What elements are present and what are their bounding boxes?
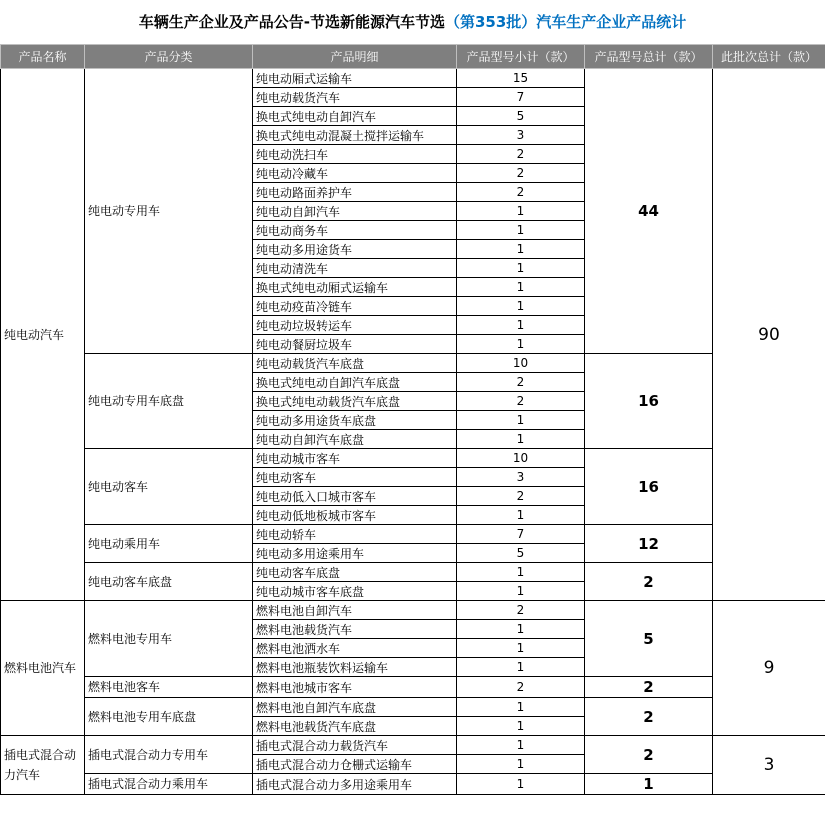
header-product-detail: 产品明细 (253, 45, 457, 69)
model-subtotal-cell: 1 (457, 639, 585, 658)
product-detail-cell: 纯电动多用途乘用车 (253, 544, 457, 563)
header-model-total: 产品型号总计（款） (585, 45, 713, 69)
batch-total-cell: 3 (713, 736, 825, 795)
product-detail-cell: 纯电动商务车 (253, 221, 457, 240)
model-subtotal-cell: 2 (457, 183, 585, 202)
table-row (1, 601, 825, 620)
model-subtotal-cell: 1 (457, 698, 585, 717)
product-category-cell: 纯电动乘用车 (85, 525, 253, 563)
table-row (1, 525, 825, 544)
model-subtotal-cell: 1 (457, 221, 585, 240)
model-subtotal-cell: 1 (457, 430, 585, 449)
model-total-cell: 16 (585, 354, 713, 449)
model-subtotal-cell: 7 (457, 88, 585, 107)
product-detail-cell: 纯电动路面养护车 (253, 183, 457, 202)
model-subtotal-cell: 1 (457, 563, 585, 582)
title-highlight: （第353批）汽车生产企业产品统计 (444, 13, 687, 31)
model-subtotal-cell: 1 (457, 240, 585, 259)
product-category-cell: 燃料电池专用车 (85, 601, 253, 677)
product-detail-cell: 燃料电池自卸汽车底盘 (253, 698, 457, 717)
product-detail-cell: 纯电动多用途货车底盘 (253, 411, 457, 430)
model-total-cell: 5 (585, 601, 713, 677)
product-category-cell: 燃料电池专用车底盘 (85, 698, 253, 736)
product-detail-cell: 纯电动客车底盘 (253, 563, 457, 582)
model-subtotal-cell: 1 (457, 658, 585, 677)
product-detail-cell: 燃料电池载货汽车 (253, 620, 457, 639)
title-main: 车辆生产企业及产品公告-节选新能源汽车节选 (138, 13, 445, 31)
model-subtotal-cell: 2 (457, 677, 585, 698)
product-detail-cell: 纯电动餐厨垃圾车 (253, 335, 457, 354)
header-row (1, 45, 825, 69)
product-detail-cell: 纯电动厢式运输车 (253, 69, 457, 88)
product-detail-cell: 燃料电池瓶装饮料运输车 (253, 658, 457, 677)
model-total-cell: 16 (585, 449, 713, 525)
table-row (1, 698, 825, 717)
model-subtotal-cell: 1 (457, 755, 585, 774)
model-subtotal-cell: 7 (457, 525, 585, 544)
product-category-cell: 纯电动专用车 (85, 69, 253, 354)
model-subtotal-cell: 15 (457, 69, 585, 88)
batch-total-cell: 90 (713, 69, 825, 601)
model-subtotal-cell: 5 (457, 544, 585, 563)
model-total-cell: 1 (585, 774, 713, 795)
model-subtotal-cell: 1 (457, 278, 585, 297)
model-total-cell: 2 (585, 698, 713, 736)
product-detail-cell: 纯电动垃圾转运车 (253, 316, 457, 335)
table-row (1, 774, 825, 795)
model-subtotal-cell: 2 (457, 145, 585, 164)
product-category-cell: 插电式混合动力乘用车 (85, 774, 253, 795)
product-detail-cell: 燃料电池载货汽车底盘 (253, 717, 457, 736)
product-category-cell: 燃料电池客车 (85, 677, 253, 698)
product-name-cell: 纯电动汽车 (1, 69, 85, 601)
model-subtotal-cell: 2 (457, 601, 585, 620)
model-subtotal-cell: 5 (457, 107, 585, 126)
model-subtotal-cell: 2 (457, 487, 585, 506)
product-category-cell: 纯电动客车底盘 (85, 563, 253, 601)
product-detail-cell: 纯电动城市客车底盘 (253, 582, 457, 601)
page-title (0, 0, 825, 44)
product-detail-cell: 换电式纯电动自卸汽车 (253, 107, 457, 126)
product-detail-cell: 燃料电池洒水车 (253, 639, 457, 658)
model-subtotal-cell: 1 (457, 736, 585, 755)
table-row (1, 563, 825, 582)
model-total-cell: 12 (585, 525, 713, 563)
header-batch-total: 此批次总计（款） (713, 45, 825, 69)
product-detail-cell: 纯电动清洗车 (253, 259, 457, 278)
product-detail-cell: 插电式混合动力多用途乘用车 (253, 774, 457, 795)
product-detail-cell: 纯电动多用途货车 (253, 240, 457, 259)
product-detail-cell: 纯电动自卸汽车 (253, 202, 457, 221)
model-subtotal-cell: 3 (457, 126, 585, 145)
model-total-cell: 2 (585, 736, 713, 774)
model-subtotal-cell: 1 (457, 582, 585, 601)
product-detail-cell: 燃料电池城市客车 (253, 677, 457, 698)
model-subtotal-cell: 10 (457, 354, 585, 373)
product-detail-cell: 换电式纯电动载货汽车底盘 (253, 392, 457, 411)
model-subtotal-cell: 1 (457, 717, 585, 736)
product-detail-cell: 纯电动低地板城市客车 (253, 506, 457, 525)
table-row (1, 677, 825, 698)
product-category-cell: 纯电动客车 (85, 449, 253, 525)
model-subtotal-cell: 2 (457, 164, 585, 183)
model-subtotal-cell: 1 (457, 202, 585, 221)
product-stats-table (0, 44, 825, 795)
product-detail-cell: 插电式混合动力载货汽车 (253, 736, 457, 755)
header-product-name: 产品名称 (1, 45, 85, 69)
table-body (1, 69, 825, 795)
table-row (1, 354, 825, 373)
model-subtotal-cell: 1 (457, 620, 585, 639)
table-row (1, 69, 825, 88)
model-subtotal-cell: 1 (457, 316, 585, 335)
model-subtotal-cell: 1 (457, 297, 585, 316)
product-detail-cell: 纯电动载货汽车 (253, 88, 457, 107)
product-category-cell: 纯电动专用车底盘 (85, 354, 253, 449)
product-detail-cell: 纯电动低入口城市客车 (253, 487, 457, 506)
model-subtotal-cell: 1 (457, 774, 585, 795)
model-total-cell: 2 (585, 677, 713, 698)
product-detail-cell: 纯电动自卸汽车底盘 (253, 430, 457, 449)
product-detail-cell: 纯电动洗扫车 (253, 145, 457, 164)
product-name-cell: 燃料电池汽车 (1, 601, 85, 736)
model-total-cell: 44 (585, 69, 713, 354)
product-detail-cell: 插电式混合动力仓栅式运输车 (253, 755, 457, 774)
model-subtotal-cell: 10 (457, 449, 585, 468)
product-detail-cell: 换电式纯电动厢式运输车 (253, 278, 457, 297)
table-row (1, 736, 825, 755)
batch-total-cell: 9 (713, 601, 825, 736)
product-category-cell: 插电式混合动力专用车 (85, 736, 253, 774)
model-subtotal-cell: 2 (457, 373, 585, 392)
product-detail-cell: 换电式纯电动混凝土搅拌运输车 (253, 126, 457, 145)
model-subtotal-cell: 2 (457, 392, 585, 411)
table-row (1, 449, 825, 468)
header-product-category: 产品分类 (85, 45, 253, 69)
product-detail-cell: 纯电动轿车 (253, 525, 457, 544)
product-detail-cell: 纯电动城市客车 (253, 449, 457, 468)
product-name-cell: 插电式混合动力汽车 (1, 736, 85, 795)
model-subtotal-cell: 3 (457, 468, 585, 487)
product-detail-cell: 纯电动载货汽车底盘 (253, 354, 457, 373)
product-detail-cell: 纯电动客车 (253, 468, 457, 487)
model-total-cell: 2 (585, 563, 713, 601)
model-subtotal-cell: 1 (457, 411, 585, 430)
product-detail-cell: 纯电动疫苗冷链车 (253, 297, 457, 316)
model-subtotal-cell: 1 (457, 335, 585, 354)
product-detail-cell: 换电式纯电动自卸汽车底盘 (253, 373, 457, 392)
product-detail-cell: 纯电动冷藏车 (253, 164, 457, 183)
model-subtotal-cell: 1 (457, 259, 585, 278)
header-model-subtotal: 产品型号小计（款） (457, 45, 585, 69)
product-detail-cell: 燃料电池自卸汽车 (253, 601, 457, 620)
model-subtotal-cell: 1 (457, 506, 585, 525)
